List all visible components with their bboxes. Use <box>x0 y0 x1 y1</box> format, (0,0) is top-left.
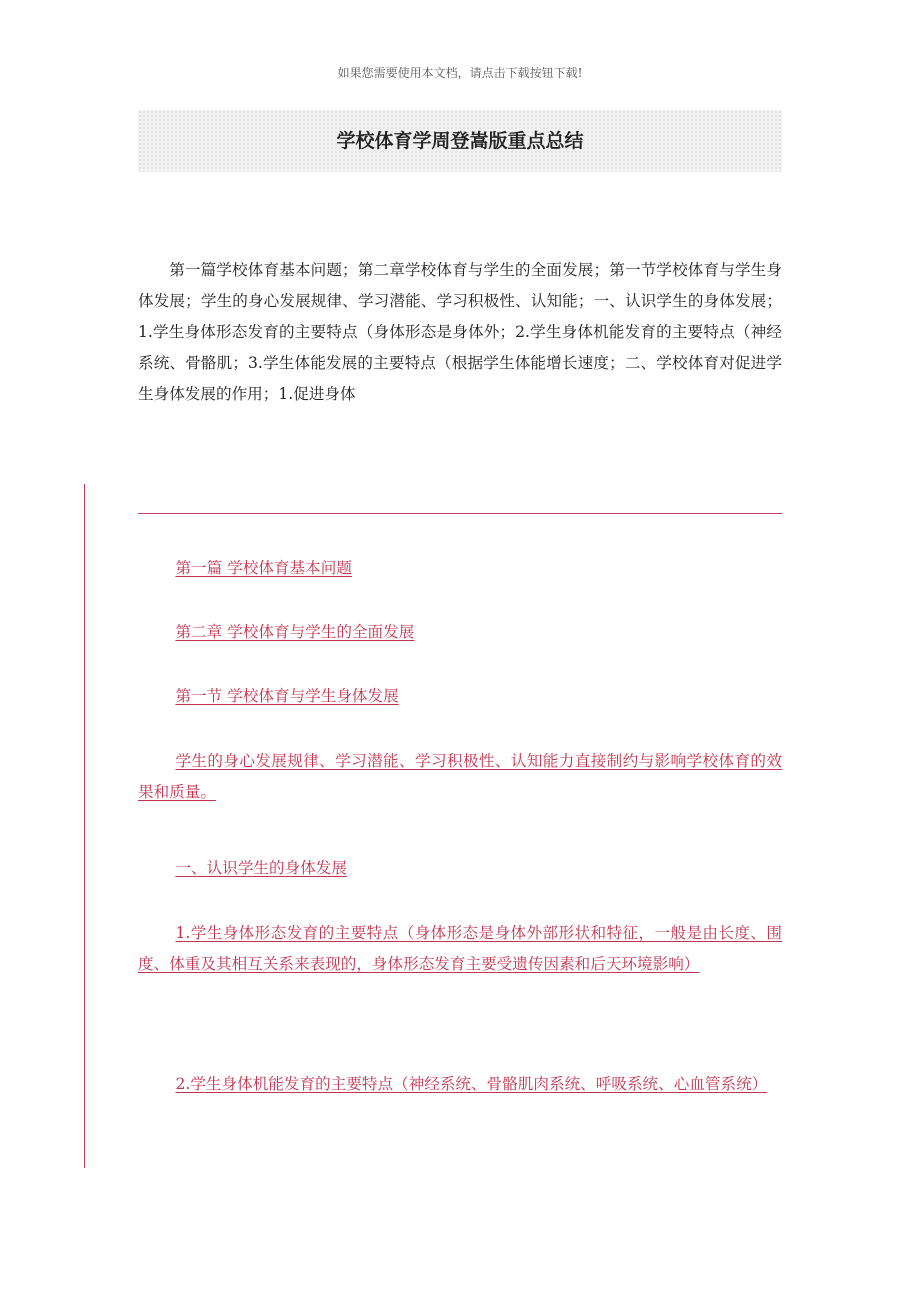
heading-chapter-two: 第二章 学校体育与学生的全面发展 <box>175 623 415 641</box>
document-title: 学校体育学周登嵩版重点总结 <box>336 129 584 152</box>
title-banner <box>138 110 782 172</box>
heading-part-one: 第一篇 学校体育基本问题 <box>175 559 352 577</box>
heading-section-one: 第一节 学校体育与学生身体发展 <box>175 687 399 705</box>
left-margin-rule <box>84 484 85 1168</box>
section-divider <box>138 513 782 514</box>
download-notice: 如果您需要使用本文档，请点击下载按钮下载! <box>337 66 583 80</box>
summary-paragraph: 第一篇学校体育基本问题；第二章学校体育与学生的全面发展；第一节学校体育与学生身体发展；学生的身心发展规律、学习潜能、学习积极性、认知能；一、认识学生的身体发展；1.学生身体形态发育的主要特点（身体形态是身体外；2.学生身体机能发育的主要特点（神经系统、骨骼肌；3.学生体能发展的主要特点（根据学生体能增长速度；二、学校体育对促进学生身体发展的作用；1.促进身体 <box>138 261 782 403</box>
heading-understand-physical-development: 一、认识学生的身体发展 <box>175 859 347 877</box>
paragraph-morphology-features: 1.学生身体形态发育的主要特点（身体形态是身体外部形状和特征，一般是由长度、围度、体重及其相互关系来表现的，身体形态发育主要受遗传因素和后天环境影响） <box>138 924 782 973</box>
paragraph-function-features: 2.学生身体机能发育的主要特点（神经系统、骨骼肌肉系统、呼吸系统、心血管系统） <box>175 1075 768 1093</box>
paragraph-development-rules: 学生的身心发展规律、学习潜能、学习积极性、认知能力直接制约与影响学校体育的效果和质量。 <box>138 752 782 801</box>
